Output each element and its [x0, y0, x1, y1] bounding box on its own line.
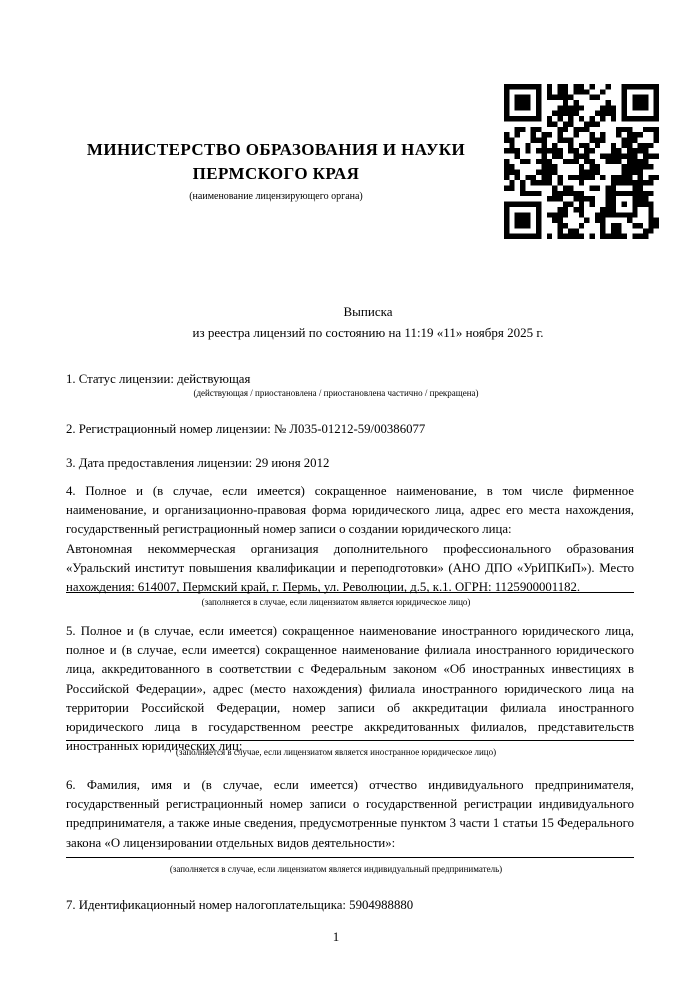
item-1-license-status: 1. Статус лицензии: действующая	[66, 372, 251, 386]
item-4-legal-entity-section	[66, 482, 634, 597]
item-5-fill-note: (заполняется в случае, если лицензиатом является иностранное юридическое лицо)	[175, 747, 497, 757]
document-title-line2: из реестра лицензий по состоянию на 11:19 «11» ноября 2025 г.	[192, 324, 544, 340]
item-5-foreign-entity-section: 5. Полное и (в случае, если имеется) сокращенное наименование иностранного юридического лица, полное и (в случае, если имеется) сокращенное наименование филиала иностранного юридического лица, аккредитованного в соответствии с Федеральным законом «Об иностранных инвестициях в Российской Федерации», адрес (место нахождения) филиала иностранного юридического лица на территории Российской Федерации, номер записи об аккредитации филиала иностранного юридического лица в государственном реестре аккредитованных филиалов, представительств иностранных юридических лиц:	[66, 624, 634, 754]
item-6-entrepreneur-section: 6. Фамилия, имя и (в случае, если имеется) отчество индивидуального предпринимателя, государственный регистрационный номер записи о государственной регистрации индивидуального предпринимателя, а также иные сведения, предусмотренные пунктом 3 части 1 статьи 15 Федерального закона «О лицензировании отдельных видов деятельности»:	[66, 778, 634, 850]
page-number: 1	[332, 929, 340, 944]
item-3-grant-date: 3. Дата предоставления лицензии: 29 июня 2012	[66, 456, 330, 470]
underline-rule-foreign-entity	[66, 740, 634, 741]
ministry-note: (наименование лицензирующего органа)	[189, 191, 363, 202]
item-6-fill-note: (заполняется в случае, если лицензиатом является индивидуальный предприниматель)	[169, 864, 503, 874]
qr-code	[504, 84, 659, 239]
item-2-registration-number: 2. Регистрационный номер лицензии: № Л035-01212-59/00386077	[66, 422, 426, 436]
underline-rule-entrepreneur	[66, 857, 634, 858]
ministry-name-line1: МИНИСТЕРСТВО ОБРАЗОВАНИЯ И НАУКИ	[86, 140, 466, 159]
item-1-status-options-note: (действующая / приостановлена / приостановлена частично / прекращена)	[193, 388, 479, 398]
underline-rule-legal-entity	[66, 592, 634, 593]
item-4-licensee-value: Автономная некоммерческая организация дополнительного профессионального образования «Уральский институт повышения квалификации и переподготовки» (АНО ДПО «УрИПКиП»). Место нахождения: 614007, Пермский край, г. Пермь, ул. Революции, д.5, к.1. ОГРН: 1125900001182.	[66, 541, 634, 595]
document-title-line1: Выписка	[343, 304, 393, 319]
item-4-fill-note: (заполняется в случае, если лицензиатом является юридическое лицо)	[201, 597, 471, 607]
item-4-label: 4. Полное и (в случае, если имеется) сокращенное наименование, в том числе фирменное наименование, и организационно-правовая форма юридического лица, адрес его места нахождения, государственный регистрационный номер записи о создании юридического лица:	[66, 484, 634, 537]
ministry-name-line2: ПЕРМСКОГО КРАЯ	[192, 164, 360, 183]
document-title	[66, 302, 670, 343]
licensing-authority-header	[56, 138, 496, 202]
item-7-taxpayer-inn: 7. Идентификационный номер налогоплательщика: 5904988880	[66, 898, 414, 912]
